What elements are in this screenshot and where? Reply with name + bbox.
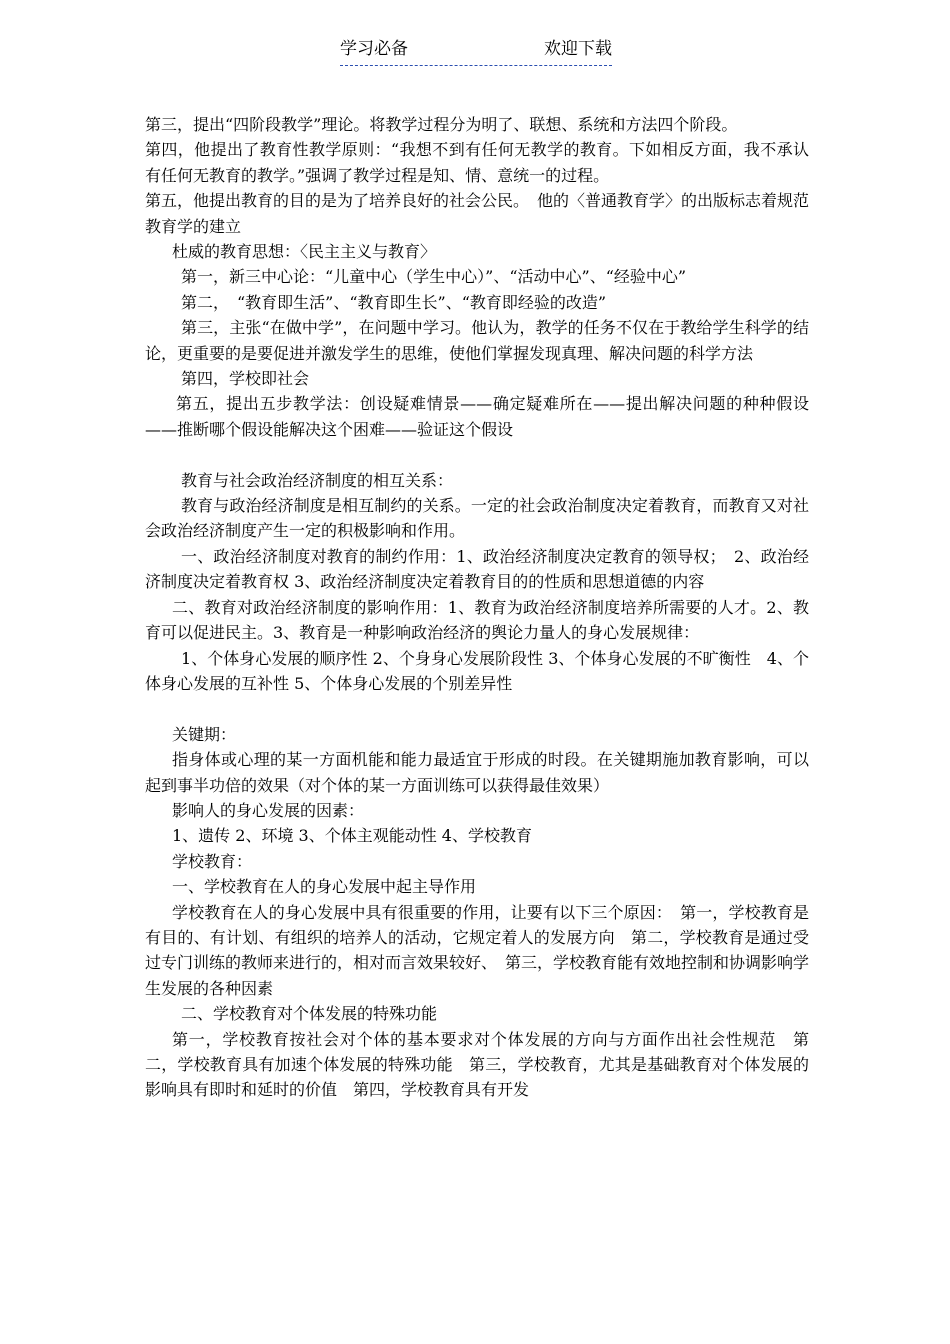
paragraph: 一、政治经济制度对教育的制约作用：1、政治经济制度决定教育的领导权； 2、政治经济制度决定着教育权 3、政治经济制度决定着教育目的的性质和思想道德的内容: [145, 546, 809, 592]
paragraph: 二、教育对政治经济制度的影响作用：1、教育为政治经济制度培养所需要的人才。2、教育可以促进民主。3、教育是一种影响政治经济的舆论力量人的身心发展规律：: [145, 597, 809, 643]
paragraph: 第一，新三中心论：“儿童中心（学生中心）”、“活动中心”、“经验中心”: [181, 267, 687, 287]
section-heading: 影响人的身心发展的因素：: [172, 800, 365, 820]
paragraph: 第三，提出“四阶段教学”理论。将教学过程分为明了、联想、系统和方法四个阶段。: [145, 115, 738, 134]
paragraph: 教育与政治经济制度是相互制约的关系。一定的社会政治制度决定着教育，而教育又对社会政治经济制度产生一定的积极影响和作用。: [145, 496, 809, 541]
paragraph: 第三，主张“在做中学”，在问题中学习。他认为，教学的任务不仅在于教给学生科学的结论，更重要的是要促进并激发学生的思维，使他们掌握发现真理、解决问题的科学方法: [145, 318, 809, 363]
section-heading: 杜威的教育思想：〈民主主义与教育〉: [172, 242, 437, 262]
page-header: [340, 37, 612, 66]
header-right-text: 欢迎下载: [544, 39, 612, 59]
paragraph: 第五，提出五步教学法：创设疑难情景——确定疑难所在——提出解决问题的种种假设——推断哪个假设能解决这个困难——验证这个假设: [145, 394, 809, 439]
paragraph: 学校教育在人的身心发展中具有很重要的作用，让要有以下三个原因： 第一，学校教育是有目的、有计划、有组织的培养人的活动，它规定着人的发展方向 第二，学校教育是通过受过专门训练的教师来进行的，相对而言效果较好、 第三，学校教育能有效地控制和协调影响学生发展的各种因素: [145, 902, 810, 998]
paragraph: 第一，学校教育按社会对个体的基本要求对个体发展的方向与方面作出社会性规范 第二，学校教育具有加速个体发展的特殊功能 第三，学校教育，尤其是基础教育对个体发展的影响具有即时和延时的价值 第四，学校教育具有开发: [145, 1029, 809, 1100]
document-body: [145, 112, 809, 1103]
paragraph: 第四，学校即社会: [181, 369, 310, 389]
paragraph: 二、学校教育对个体发展的特殊功能: [181, 1004, 438, 1024]
blank-line: [145, 696, 809, 721]
blank-line: [145, 442, 809, 467]
paragraph: 第二， “教育即生活”、“教育即生长”、“教育即经验的改造”: [181, 292, 607, 312]
header-left-text: 学习必备: [340, 39, 408, 59]
paragraph: 1、遗传 2、环境 3、个体主观能动性 4、学校教育: [172, 826, 532, 846]
section-heading: 学校教育：: [172, 851, 253, 871]
section-heading: 关键期：: [172, 724, 237, 744]
paragraph: 第四，他提出了教育性教学原则：“我想不到有任何无教学的教育。下如相反方面，我不承认有任何无教育的教学。”强调了教学过程是知、情、意统一的过程。: [145, 140, 809, 185]
section-heading: 教育与社会政治经济制度的相互关系：: [181, 470, 454, 490]
paragraph: 第五，他提出教育的目的是为了培养良好的社会公民。 他的〈普通教育学〉的出版标志着规范教育学的建立: [145, 191, 810, 236]
paragraph: 一、学校教育在人的身心发展中起主导作用: [172, 877, 477, 897]
paragraph: 指身体或心理的某一方面机能和能力最适宜于形成的时段。在关键期施加教育影响，可以起到事半功倍的效果（对个体的某一方面训练可以获得最佳效果）: [145, 750, 809, 795]
paragraph: 1、个体身心发展的顺序性 2、个身身心发展阶段性 3、个体身心发展的不旷衡性 4、个体身心发展的互补性 5、个体身心发展的个别差异性: [145, 648, 809, 693]
